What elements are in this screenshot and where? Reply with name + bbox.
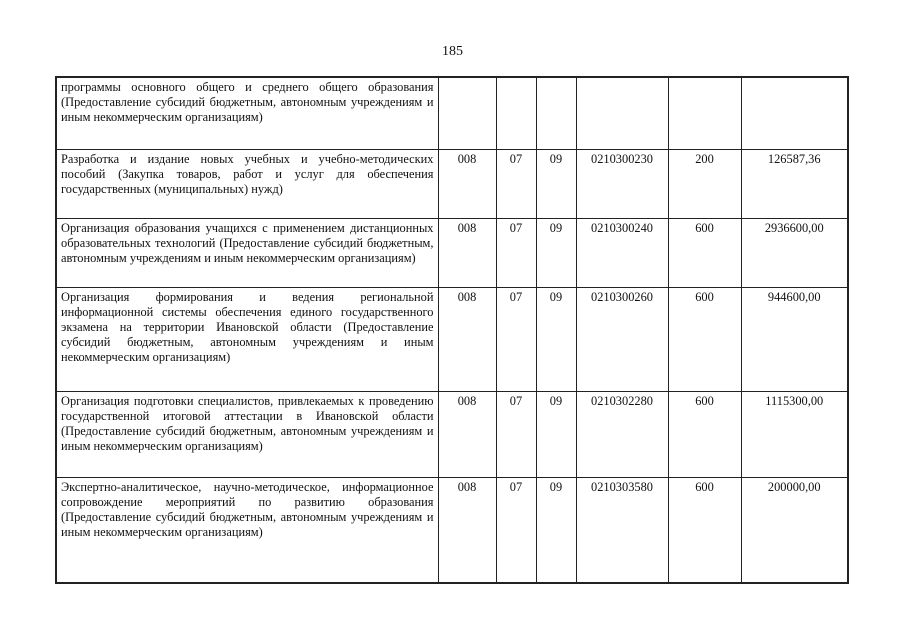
amount-cell: 200000,00 bbox=[741, 477, 848, 583]
row-description: Организация подготовки специалистов, привлекаемых к проведению государственной итоговой аттестации в Ивановской области (Предоставление субсидий бюджетным, автономным учреждениям и иным некоммерческим организациям) bbox=[56, 391, 438, 477]
amount-cell bbox=[741, 77, 848, 149]
table-row bbox=[56, 77, 848, 149]
expense-type-code: 600 bbox=[668, 287, 741, 391]
table-row bbox=[56, 218, 848, 287]
subsection-code: 09 bbox=[536, 218, 576, 287]
subsection-code bbox=[536, 77, 576, 149]
target-article-code: 0210300240 bbox=[576, 218, 668, 287]
subsection-code: 09 bbox=[536, 391, 576, 477]
row-description: Организация формирования и ведения региональной информационной системы обеспечения единого государственного экзамена на территории Ивановской области (Предоставление субсидий бюджетным, автономным учреждениям и иным некоммерческим организациям) bbox=[56, 287, 438, 391]
expense-type-code: 600 bbox=[668, 218, 741, 287]
section-code bbox=[496, 77, 536, 149]
section-code: 07 bbox=[496, 477, 536, 583]
row-description: Разработка и издание новых учебных и учебно-методических пособий (Закупка товаров, работ и услуг для обеспечения государственных (муниципальных) нужд) bbox=[56, 149, 438, 218]
subsection-code: 09 bbox=[536, 287, 576, 391]
ministry-code: 008 bbox=[438, 287, 496, 391]
section-code: 07 bbox=[496, 287, 536, 391]
amount-cell: 126587,36 bbox=[741, 149, 848, 218]
amount-cell: 1115300,00 bbox=[741, 391, 848, 477]
section-code: 07 bbox=[496, 218, 536, 287]
expense-type-code bbox=[668, 77, 741, 149]
table-row bbox=[56, 287, 848, 391]
target-article-code: 0210303580 bbox=[576, 477, 668, 583]
amount-cell: 944600,00 bbox=[741, 287, 848, 391]
table-row bbox=[56, 477, 848, 583]
target-article-code: 0210300230 bbox=[576, 149, 668, 218]
row-description: программы основного общего и среднего общего образования (Предоставление субсидий бюджетным, автономным учреждениям и иным некоммерческим организациям) bbox=[56, 77, 438, 149]
budget-table bbox=[55, 76, 849, 584]
ministry-code: 008 bbox=[438, 477, 496, 583]
ministry-code: 008 bbox=[438, 391, 496, 477]
table-row bbox=[56, 149, 848, 218]
section-code: 07 bbox=[496, 149, 536, 218]
expense-type-code: 600 bbox=[668, 477, 741, 583]
subsection-code: 09 bbox=[536, 149, 576, 218]
target-article-code: 0210300260 bbox=[576, 287, 668, 391]
amount-cell: 2936600,00 bbox=[741, 218, 848, 287]
row-description: Организация образования учащихся с применением дистанционных образовательных технологий (Предоставление субсидий бюджетным, автономным учреждениям и иным некоммерческим организациям) bbox=[56, 218, 438, 287]
page-number: 185 bbox=[442, 44, 463, 59]
subsection-code: 09 bbox=[536, 477, 576, 583]
expense-type-code: 200 bbox=[668, 149, 741, 218]
table-row bbox=[56, 391, 848, 477]
ministry-code bbox=[438, 77, 496, 149]
row-description: Экспертно-аналитическое, научно-методическое, информационное сопровождение мероприятий по развитию образования (Предоставление субсидий бюджетным, автономным учреждениям и иным некоммерческим организациям) bbox=[56, 477, 438, 583]
ministry-code: 008 bbox=[438, 218, 496, 287]
target-article-code bbox=[576, 77, 668, 149]
expense-type-code: 600 bbox=[668, 391, 741, 477]
ministry-code: 008 bbox=[438, 149, 496, 218]
target-article-code: 0210302280 bbox=[576, 391, 668, 477]
section-code: 07 bbox=[496, 391, 536, 477]
